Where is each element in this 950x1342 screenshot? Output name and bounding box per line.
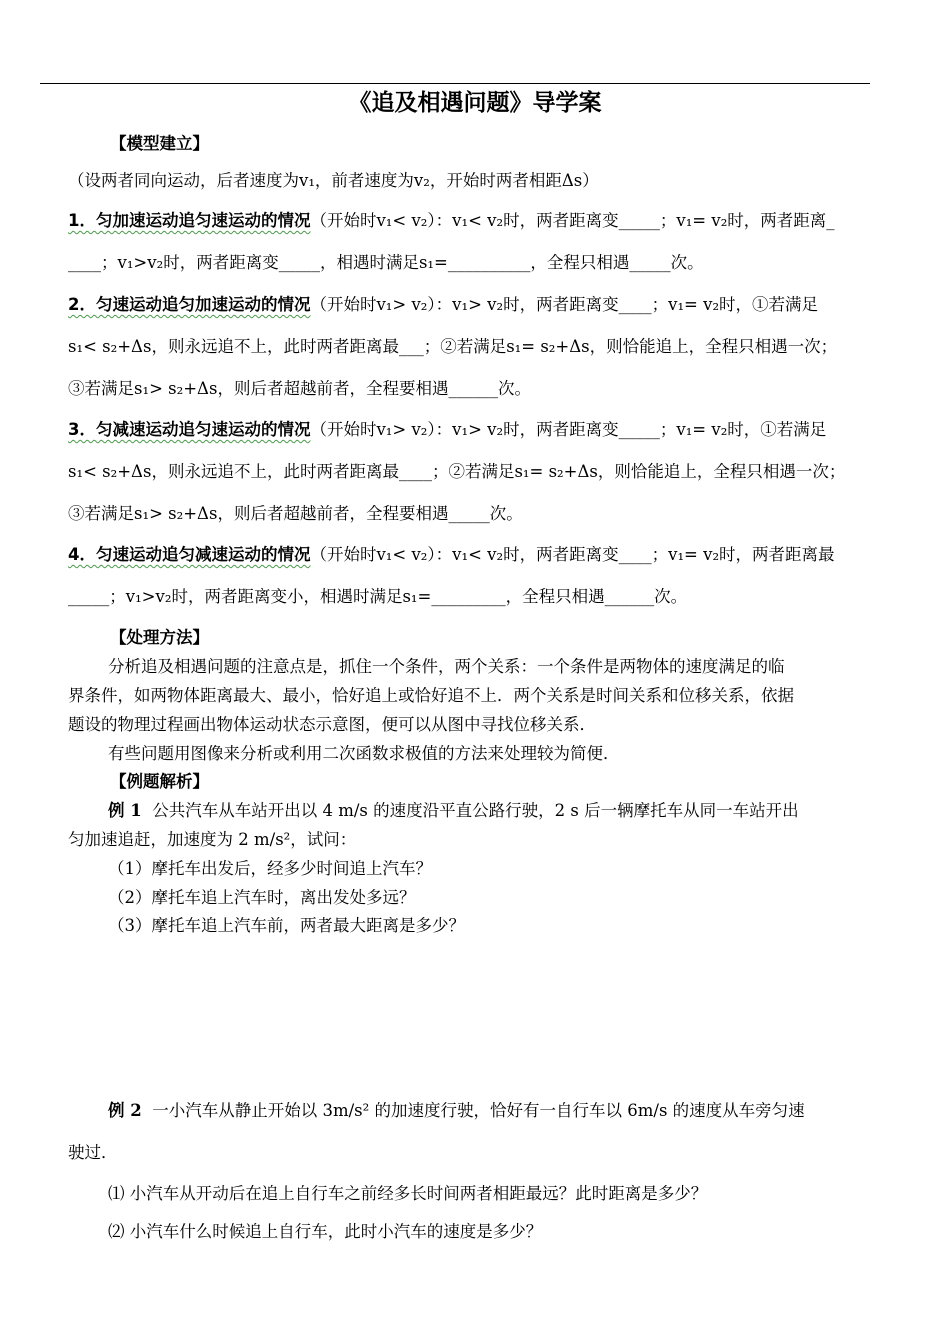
ex2-line2: 驶过． xyxy=(68,1143,118,1162)
case4-line1 xyxy=(68,541,888,565)
ex1-line2: 匀加速追赶，加速度为 2 m/s²，试问： xyxy=(68,830,357,849)
ex1-question2: （2）摩托车追上汽车时，离出发处多远？ xyxy=(108,888,416,907)
case1-line2: ____；v₁>v₂时，两者距离变_____，相遇时满足s₁=__________，全程只相遇_____次。 xyxy=(68,253,704,272)
method-p2: 有些问题用图像来分析或利用二次函数求极值的方法来处理较为简便． xyxy=(108,744,620,763)
method-p1-line1: 分析追及相遇问题的注意点是，抓住一个条件，两个关系：一个条件是两物体的速度满足的临 xyxy=(108,657,785,676)
case3-text1: （开始时v₁> v₂）：v₁> v₂时，两者距离变_____；v₁= v₂时，①若满足 xyxy=(310,420,827,439)
ex2-line1 xyxy=(108,1097,928,1121)
page-title: 《追及相遇问题》导学案 xyxy=(348,90,602,116)
case1-label: 1．匀加速运动追匀速运动的情况 xyxy=(68,211,311,230)
model-intro: （设两者同向运动，后者速度为v₁，前者速度为v₂，开始时两者相距Δs） xyxy=(68,171,599,190)
case2-label: 2．匀速运动追匀加速运动的情况 xyxy=(68,295,311,314)
ex1-label: 例 1 xyxy=(108,801,142,820)
case3-line1 xyxy=(68,416,888,440)
ex2-label: 例 2 xyxy=(108,1101,142,1120)
ex1-line1 xyxy=(108,797,928,821)
case3-line2: s₁< s₂+Δs，则永远追不上，此时两者距离最____；②若满足s₁= s₂+Δs，则恰能追上，全程只相遇一次； xyxy=(68,462,846,481)
ex1-text1: 公共汽车从车站开出以 4 m/s 的速度沿平直公路行驶，2 s 后一辆摩托车从同一车站开出 xyxy=(152,801,799,820)
case1-text1: （开始时v₁< v₂）：v₁< v₂时，两者距离变_____；v₁= v₂时，两者距离_ xyxy=(310,211,835,230)
model-heading: 【模型建立】 xyxy=(110,134,209,153)
ex2-question2: ⑵ 小汽车什么时候追上自行车，此时小汽车的速度是多少？ xyxy=(108,1222,543,1241)
ex1-question1: （1）摩托车出发后，经多少时间追上汽车？ xyxy=(108,859,432,878)
examples-heading: 【例题解析】 xyxy=(110,772,209,791)
case3-line3: ③若满足s₁> s₂+Δs，则后者超越前者，全程要相遇_____次。 xyxy=(68,504,523,523)
case2-line3: ③若满足s₁> s₂+Δs，则后者超越前者，全程要相遇______次。 xyxy=(68,379,531,398)
ex2-text1: 一小汽车从静止开始以 3m/s² 的加速度行驶，恰好有一自行车以 6m/s 的速度从车旁匀速 xyxy=(152,1101,805,1120)
case2-line2: s₁< s₂+Δs，则永远追不上，此时两者距离最___；②若满足s₁= s₂+Δs，则恰能追上，全程只相遇一次； xyxy=(68,337,838,356)
ex1-question3: （3）摩托车追上汽车前，两者最大距离是多少？ xyxy=(108,916,465,935)
case4-label: 4．匀速运动追匀减速运动的情况 xyxy=(68,545,311,564)
case4-text1: （开始时v₁< v₂）：v₁< v₂时，两者距离变____；v₁= v₂时，两者距离最 xyxy=(310,545,835,564)
method-heading: 【处理方法】 xyxy=(110,628,209,647)
case2-text1: （开始时v₁> v₂）：v₁> v₂时，两者距离变____；v₁= v₂时，①若满足 xyxy=(310,295,819,314)
case4-line2: _____；v₁>v₂时，两者距离变小，相遇时满足s₁=_________，全程只相遇______次。 xyxy=(68,587,688,606)
method-p1-line2: 界条件，如两物体距离最大、最小，恰好追上或恰好追不上．两个关系是时间关系和位移关系，依据 xyxy=(68,686,794,705)
ex2-question1: ⑴ 小汽车从开动后在追上自行车之前经多长时间两者相距最远？此时距离是多少？ xyxy=(108,1184,708,1203)
case2-line1 xyxy=(68,291,888,315)
case1-line1 xyxy=(68,207,888,231)
case3-label: 3．匀减速运动追匀速运动的情况 xyxy=(68,420,311,439)
method-p1-line3: 题设的物理过程画出物体运动状态示意图，便可以从图中寻找位移关系． xyxy=(68,715,596,734)
